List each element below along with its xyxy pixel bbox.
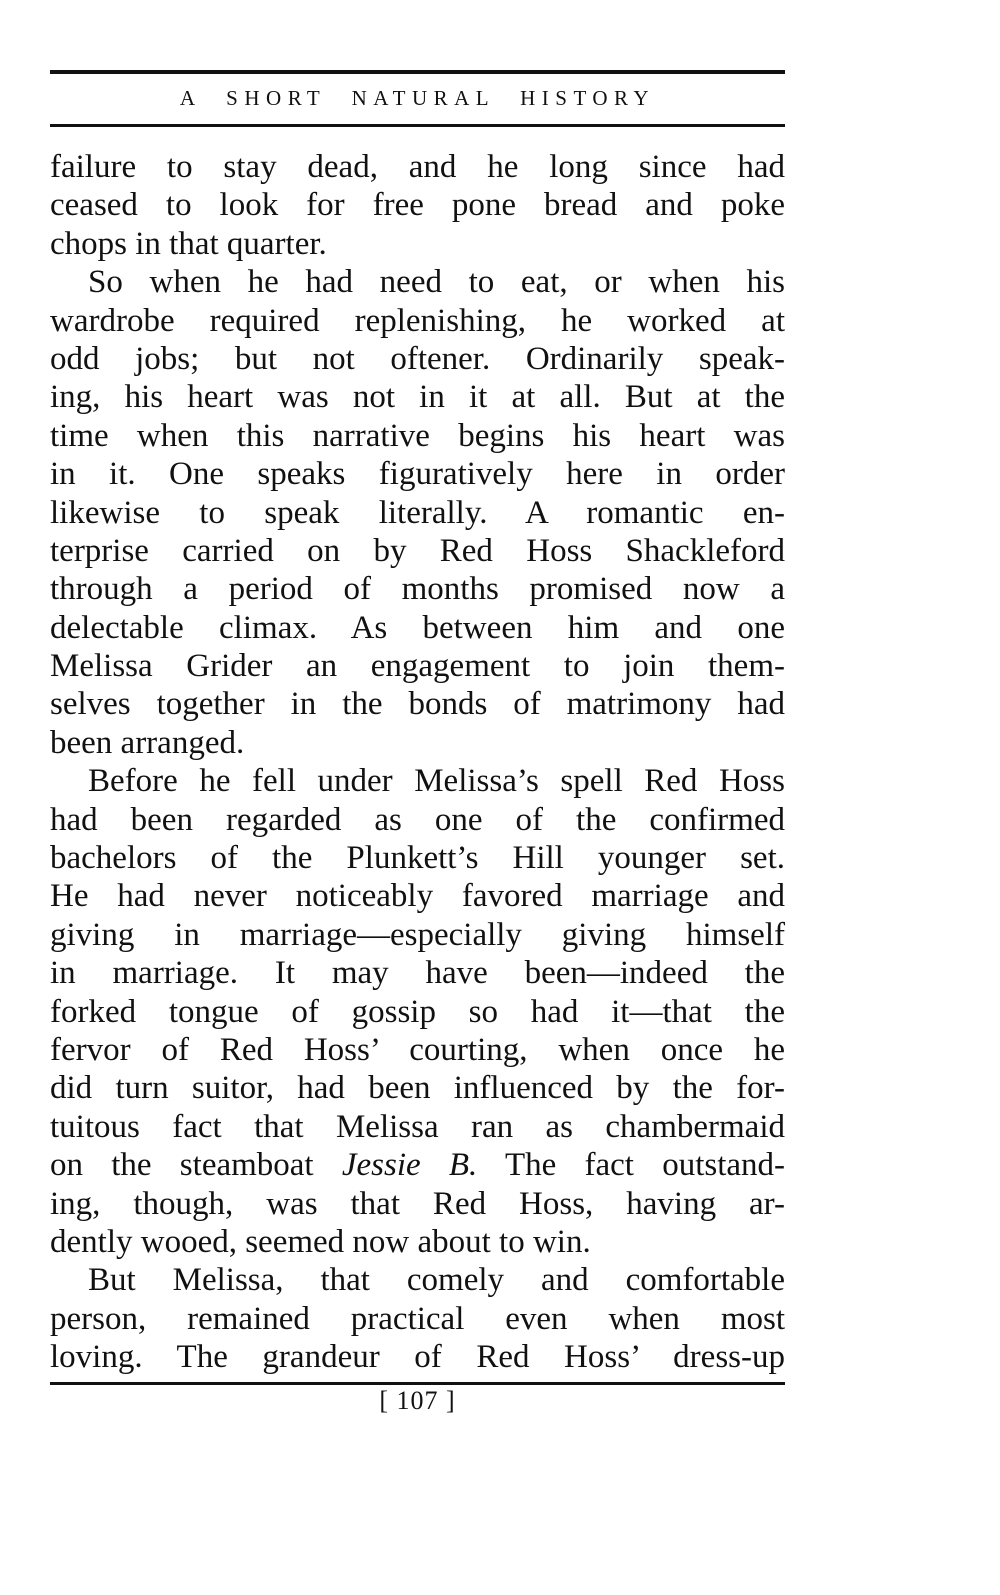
running-head: A SHORT NATURAL HISTORY (179, 86, 656, 110)
text-line: fervor of Red Hoss’ courting, when once he (50, 1031, 785, 1068)
body-text (50, 148, 785, 1377)
text-line: He had never noticeably favored marriage and (50, 878, 785, 915)
text-line: forked tongue of gossip so had it—that the (50, 993, 785, 1030)
text-run: on the steamboat (50, 1147, 314, 1184)
text-line: ing, his heart was not in it at all. But at the (50, 379, 785, 416)
text-line: tuitous fact that Melissa ran as chambermaid (50, 1108, 785, 1145)
header-bottom-rule (50, 124, 785, 127)
text-line: had been regarded as one of the confirmed (50, 801, 785, 838)
header-top-rule (50, 70, 785, 74)
text-line: delectable climax. As between him and one (50, 609, 785, 646)
footer-rule (50, 1382, 785, 1385)
text-line: odd jobs; but not oftener. Ordinarily speak- (50, 340, 785, 377)
text-line: been arranged. (50, 724, 245, 761)
text-line: time when this narrative begins his heart was (50, 417, 785, 454)
page-number: [ 107 ] (379, 1386, 456, 1415)
text-line: giving in marriage—especially giving himself (50, 916, 785, 953)
paragraph-first-line: So when he had need to eat, or when his (88, 264, 785, 301)
text-line: ing, though, was that Red Hoss, having ar- (50, 1185, 785, 1222)
text-line: chops in that quarter. (50, 225, 327, 262)
text-line: person, remained practical even when most (50, 1300, 785, 1337)
text-line: ceased to look for free pone bread and poke (50, 187, 785, 224)
text-line: failure to stay dead, and he long since had (50, 149, 785, 185)
text-line: did turn suitor, had been influenced by the for- (50, 1070, 785, 1107)
italic-boat-name: Jessie B. (341, 1147, 478, 1184)
text-line: Melissa Grider an engagement to join them- (50, 648, 785, 685)
paragraph-first-line: But Melissa, that comely and comfortable (88, 1262, 785, 1299)
text-line: in it. One speaks figuratively here in order (50, 456, 785, 493)
text-line: loving. The grandeur of Red Hoss’ dress-up (50, 1339, 785, 1376)
text-line: through a period of months promised now a (50, 571, 785, 608)
text-line: wardrobe required replenishing, he worked at (50, 302, 785, 339)
text-line-with-italic (50, 1146, 785, 1184)
text-run: The fact outstand- (504, 1147, 786, 1184)
text-line: terprise carried on by Red Hoss Shackleford (50, 532, 785, 569)
text-line: dently wooed, seemed now about to win. (50, 1223, 591, 1260)
text-line: likewise to speak literally. A romantic en- (50, 494, 785, 531)
text-line: in marriage. It may have been—indeed the (50, 955, 785, 992)
text-line: bachelors of the Plunkett’s Hill younger set. (50, 840, 785, 877)
paragraph-first-line: Before he fell under Melissa’s spell Red Hoss (88, 763, 785, 800)
text-line: selves together in the bonds of matrimony had (50, 686, 785, 723)
